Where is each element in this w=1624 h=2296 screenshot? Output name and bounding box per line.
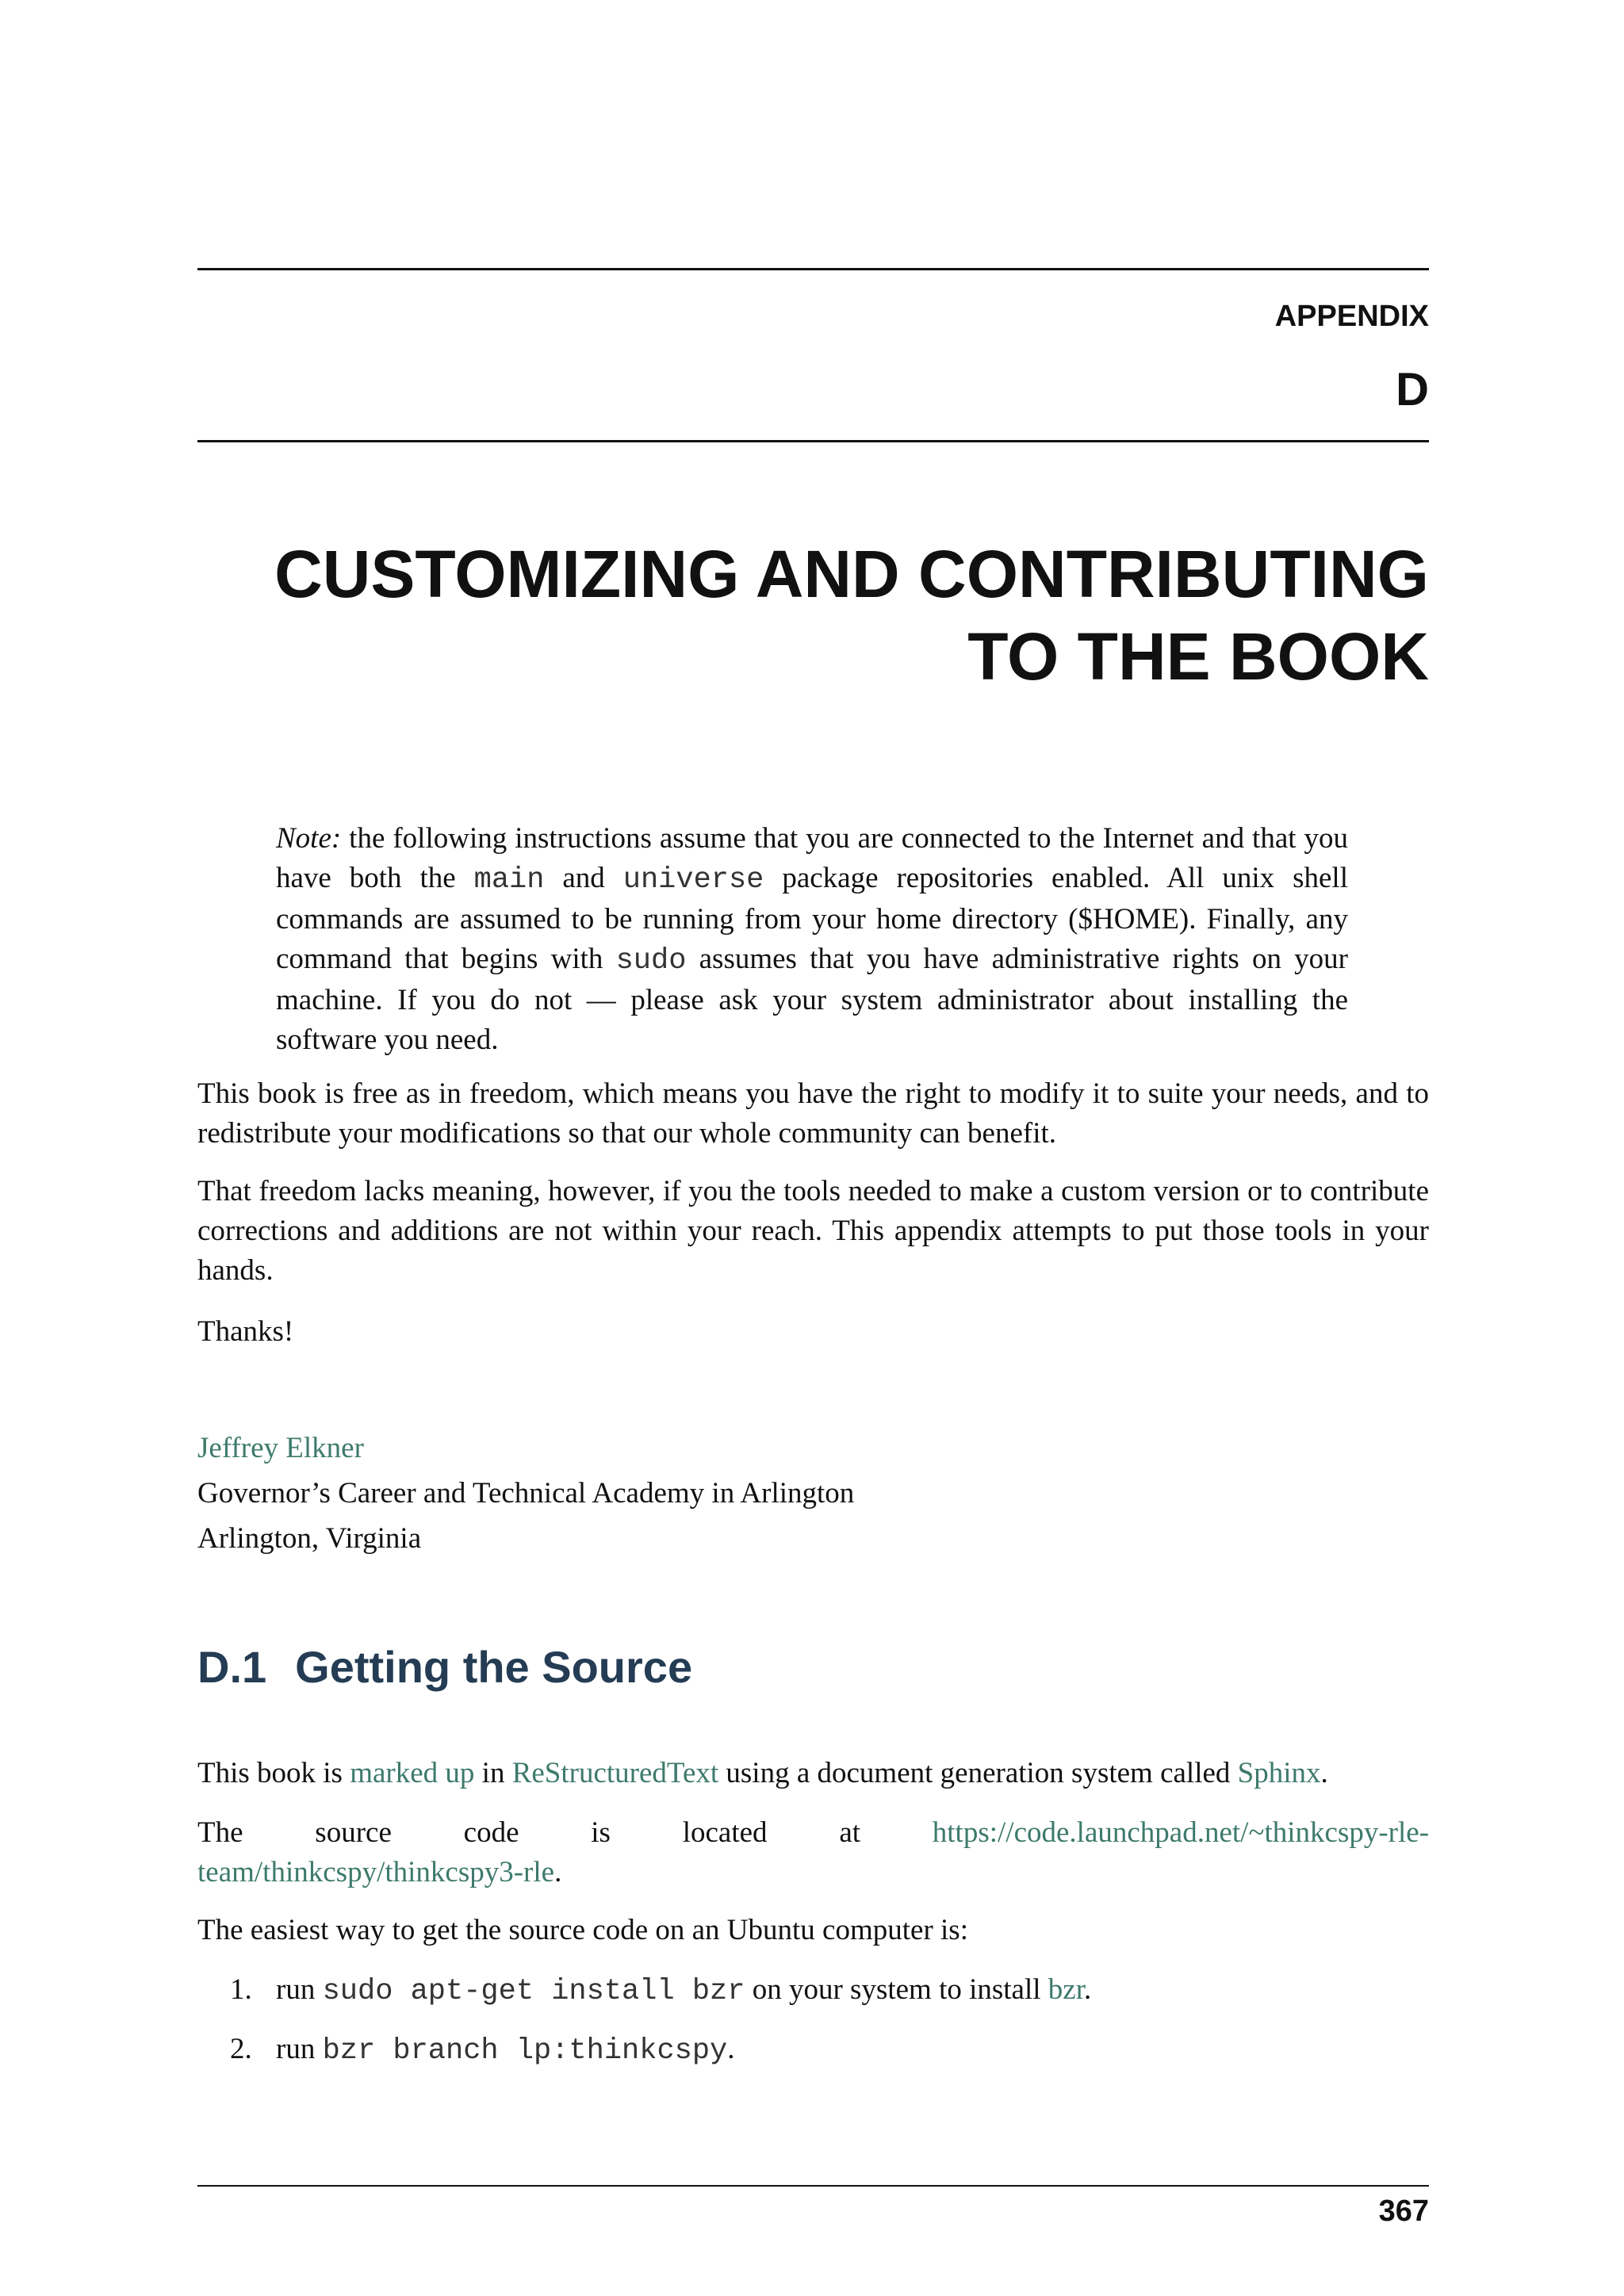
list-number-1: 1. [230,1973,252,2006]
markup-text-4: . [1320,1757,1328,1789]
paragraph-easiest-way: The easiest way to get the source code on an Ubuntu computer is: [197,1914,968,1946]
link-restructuredtext[interactable]: ReStructuredText [511,1757,719,1789]
paragraph-tools: That freedom lacks meaning, however, if you the tools needed to make a custom version or to contribute corrections and additions are not within your reach. This appendix attempts to put those tools in your hands. [197,1175,1429,1287]
note-text-4: assumes that you have administrative rights on your machine. If you do not — please ask your system administrator about installing the software you need. [276,943,1348,1056]
author-location: Arlington, Virginia [197,1522,422,1555]
list-1-text-3: . [1084,1973,1092,2006]
link-marked-up[interactable]: marked up [350,1757,475,1789]
source-word-5: located [682,1816,768,1849]
note-text-2: and [544,862,623,894]
author-organization: Governor’s Career and Technical Academy in Arlington [197,1477,855,1510]
markup-text-1: This book is [197,1757,350,1789]
link-sphinx[interactable]: Sphinx [1237,1757,1321,1789]
code-sudo: sudo [615,944,687,978]
source-location-line-2 [197,1853,1429,1892]
paragraph-source-location [197,1813,1429,1892]
chapter-title [239,533,1429,698]
section-title: Getting the Source [295,1642,693,1692]
link-source-url-part-2[interactable]: team/thinkcspy/thinkcspy3-rle [197,1856,555,1888]
source-location-end: . [554,1856,562,1888]
chapter-title-line-1: CUSTOMIZING AND CONTRIBUTING [274,537,1429,611]
list-item-1 [230,1970,1419,2011]
code-universe: universe [622,863,764,897]
author-link[interactable]: Jeffrey Elkner [197,1432,364,1464]
header-top-rule [197,268,1429,270]
list-2-text-2: . [727,2033,735,2065]
code-apt-get-install: sudo apt-get install bzr [322,1975,745,2008]
list-1-text-2: on your system to install [745,1973,1048,2006]
list-1-text-1: run [276,1973,323,2006]
source-word-2: source [315,1816,392,1849]
link-source-url-part-1[interactable]: https://code.launchpad.net/~thinkcspy-rle- [932,1816,1430,1849]
source-location-line-1 [197,1813,1429,1853]
header-bottom-rule [197,440,1429,442]
link-bzr[interactable]: bzr [1048,1973,1084,2006]
footer-rule [197,2185,1429,2187]
paragraph-freedom: This book is free as in freedom, which means you have the right to modify it to suite your needs, and to redistribute your modifications so that our whole community can benefit. [197,1077,1429,1150]
note-block [276,819,1348,1060]
source-word-1: The [197,1816,243,1849]
list-2-text-1: run [276,2033,323,2065]
list-number-2: 2. [230,2033,252,2065]
code-main: main [473,863,545,897]
section-number: D.1 [197,1642,267,1692]
markup-text-2: in [474,1757,512,1789]
code-bzr-branch: bzr branch lp:thinkcspy [322,2034,728,2068]
chapter-title-line-2: TO THE BOOK [967,619,1429,694]
appendix-label: APPENDIX [1274,300,1429,333]
source-word-3: code [463,1816,519,1849]
source-word-6: at [839,1816,861,1849]
list-item-2 [230,2030,1419,2071]
note-text-3: package repositories enabled. All unix shell commands are assumed to be running from your home directory ($HOME). Finally, any command that begins with [276,862,1348,975]
note-label: Note: [276,822,342,855]
section-heading [197,1641,692,1693]
appendix-letter: D [1396,364,1429,415]
paragraph-markup [197,1754,1429,1793]
page-number: 367 [1378,2195,1429,2228]
markup-text-3: using a document generation system called [718,1757,1238,1789]
note-text-1: the following instructions assume that you are connected to the Internet and that you have both the [276,822,1348,894]
source-word-4: is [591,1816,611,1849]
paragraph-thanks: Thanks! [197,1315,294,1348]
